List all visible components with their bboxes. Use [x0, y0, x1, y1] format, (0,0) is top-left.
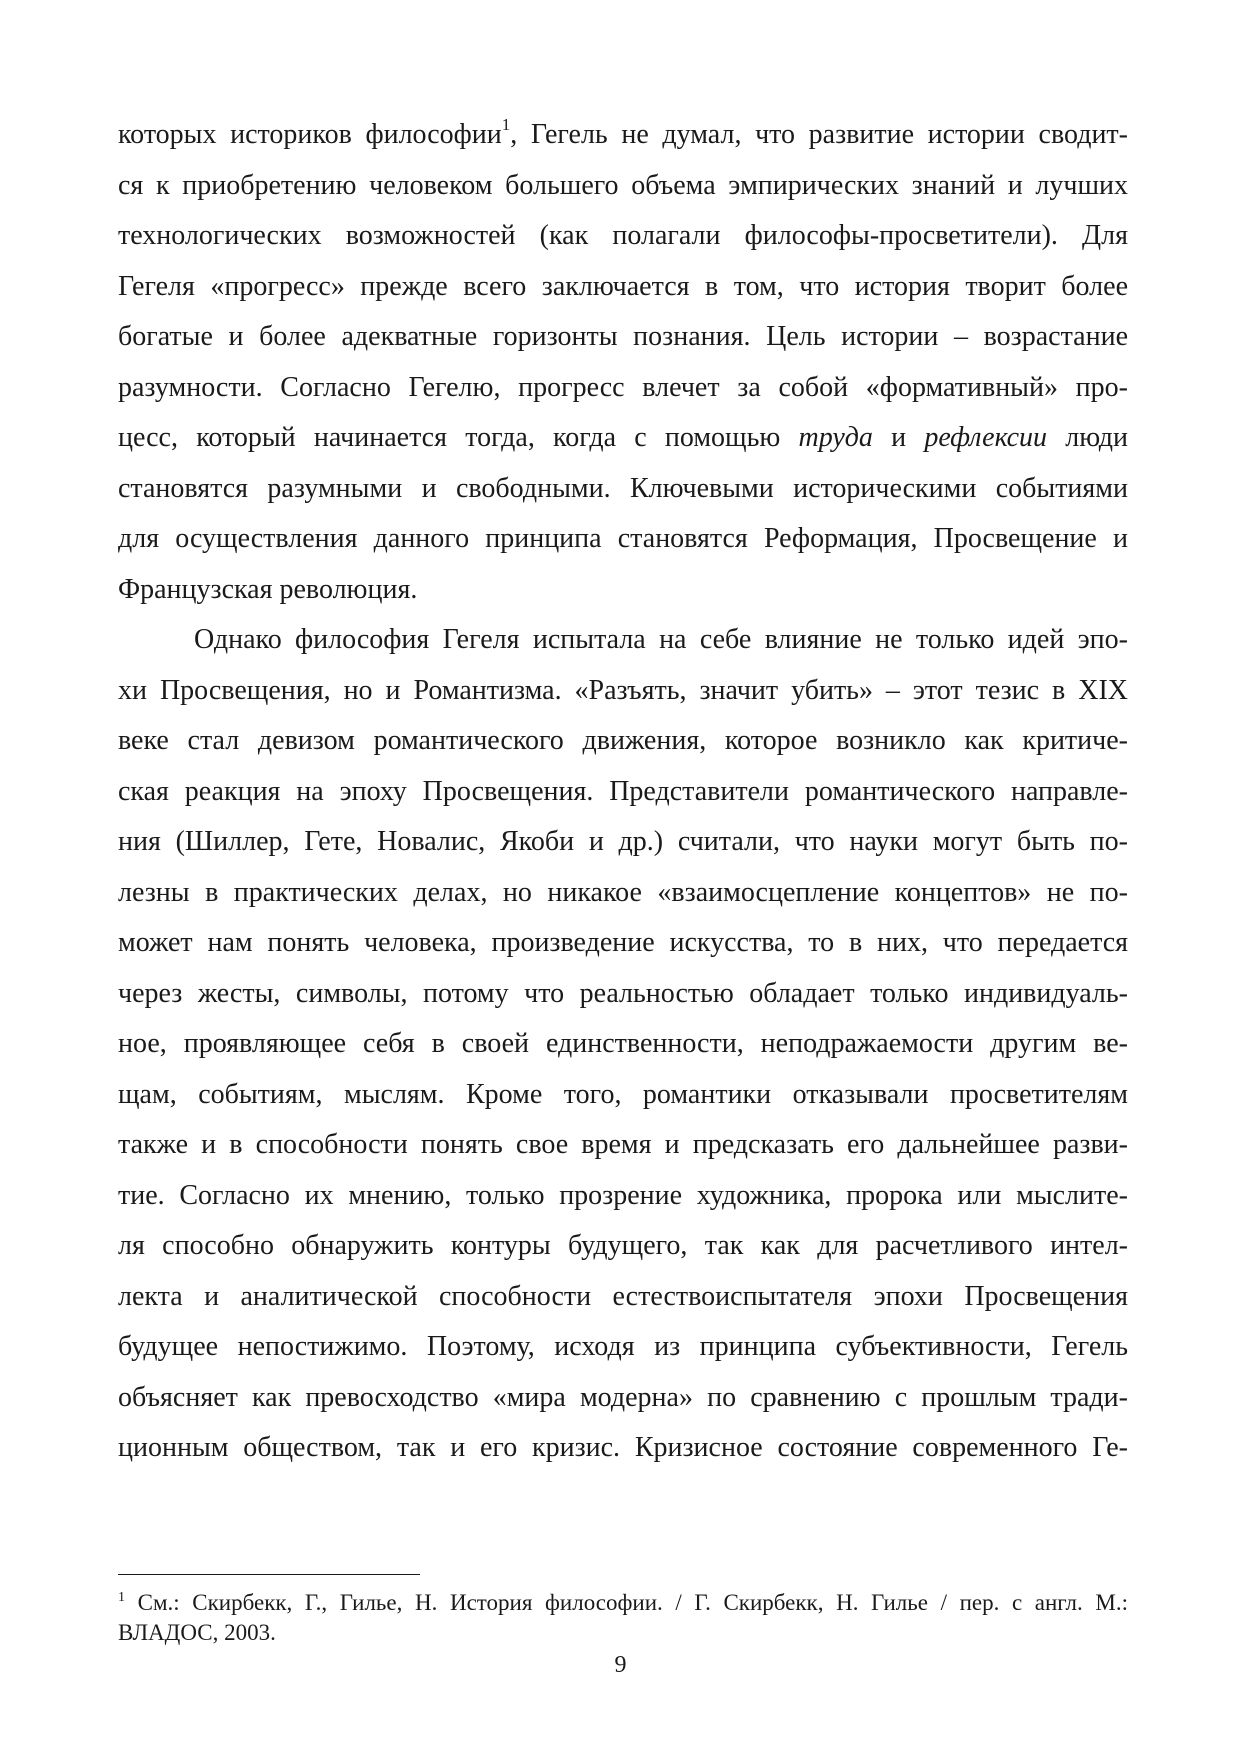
text-line: ное, проявляющее себя в своей единственности, неподражаемости другим ве- [118, 1028, 1128, 1059]
text-line: ния (Шиллер, Гете, Новалис, Якоби и др.) считали, что науки могут быть по- [118, 826, 1128, 857]
text-line: хи Просвещения, но и Романтизма. «Разъять, значит убить» – этот тезис в XIX [118, 674, 1128, 706]
footnote-separator [118, 1574, 420, 1575]
text-line: через жесты, символы, потому что реальностью обладает только индивидуаль- [118, 977, 1128, 1009]
main-text [118, 110, 1128, 1474]
text-line: может нам понять человека, произведение искусства, то в них, что передается [118, 927, 1128, 958]
paragraph-1 [118, 110, 1128, 615]
text-line: тие. Согласно их мнению, только прозрение художника, пророка или мыслите- [118, 1179, 1128, 1211]
text-line: ля способно обнаружить контуры будущего, так как для расчетливого интел- [118, 1230, 1128, 1261]
text-line: объясняет как превосходство «мира модерна» по сравнению с прошлым тради- [118, 1381, 1128, 1413]
text-line: технологических возможностей (как полагали философы-просветители). Для [118, 220, 1128, 251]
footnote [118, 1588, 1128, 1648]
text-line: лезны в практических делах, но никакое «взаимосцепление концептов» не по- [118, 876, 1128, 908]
footnote-line: $^1$ См.: Скирбекк, Г., Гилье, Н. История философии. / Г. Скирбекк, Н. Гилье / пер. с англ. М.: [118, 1590, 1128, 1615]
text-line: будущее непостижимо. Поэтому, исходя из принципа субъективности, Гегель [118, 1331, 1128, 1362]
text-line: щам, событиям, мыслям. Кроме того, романтики отказывали просветителям [118, 1078, 1128, 1110]
text-line: которых историков философии$^1$, Гегель не думал, что развитие истории сводит- [118, 115, 1128, 150]
text-line: Гегеля «прогресс» прежде всего заключается в том, что история творит более [118, 270, 1128, 302]
text-line: ская реакция на эпоху Просвещения. Представители романтического направле- [118, 775, 1128, 807]
text-line: ционным обществом, так и его кризис. Кризисное состояние современного Ге- [118, 1432, 1128, 1463]
text-line: Французская революция. [118, 573, 418, 605]
text-line: Однако философия Гегеля испытала на себе влияние не только идей эпо- [194, 624, 1128, 655]
italic-term: рефлексии [924, 422, 1048, 453]
footnote-marker: 1 [118, 1590, 125, 1605]
text-line: веке стал девизом романтического движения, которое возникло как критиче- [118, 725, 1128, 756]
paragraph-2 [118, 615, 1128, 1474]
text-line: для осуществления данного принципа становятся Реформация, Просвещение и [118, 523, 1128, 554]
text-line: становятся разумными и свободными. Ключевыми историческими событиями [118, 472, 1128, 504]
footnote-reference[interactable]: 1 [501, 115, 511, 134]
text-line: разумности. Согласно Гегелю, прогресс влечет за собой «формативный» про- [118, 371, 1128, 403]
text-line: лекта и аналитической способности естествоиспытателя эпохи Просвещения [118, 1280, 1128, 1312]
text-line: ся к приобретению человеком большего объема эмпирических знаний и лучших [118, 169, 1128, 201]
italic-term: труда [798, 422, 873, 453]
page-number: 9 [614, 1652, 627, 1678]
text-line: также и в способности понять свое время и предсказать его дальнейшее разви- [118, 1129, 1128, 1160]
text-line: цесс, который начинается тогда, когда с помощью труда и рефлексии люди [118, 422, 1128, 453]
footnote-line: ВЛАДОС, 2003. [118, 1620, 276, 1645]
text-line: богатые и более адекватные горизонты познания. Цель истории – возрастание [118, 321, 1128, 352]
